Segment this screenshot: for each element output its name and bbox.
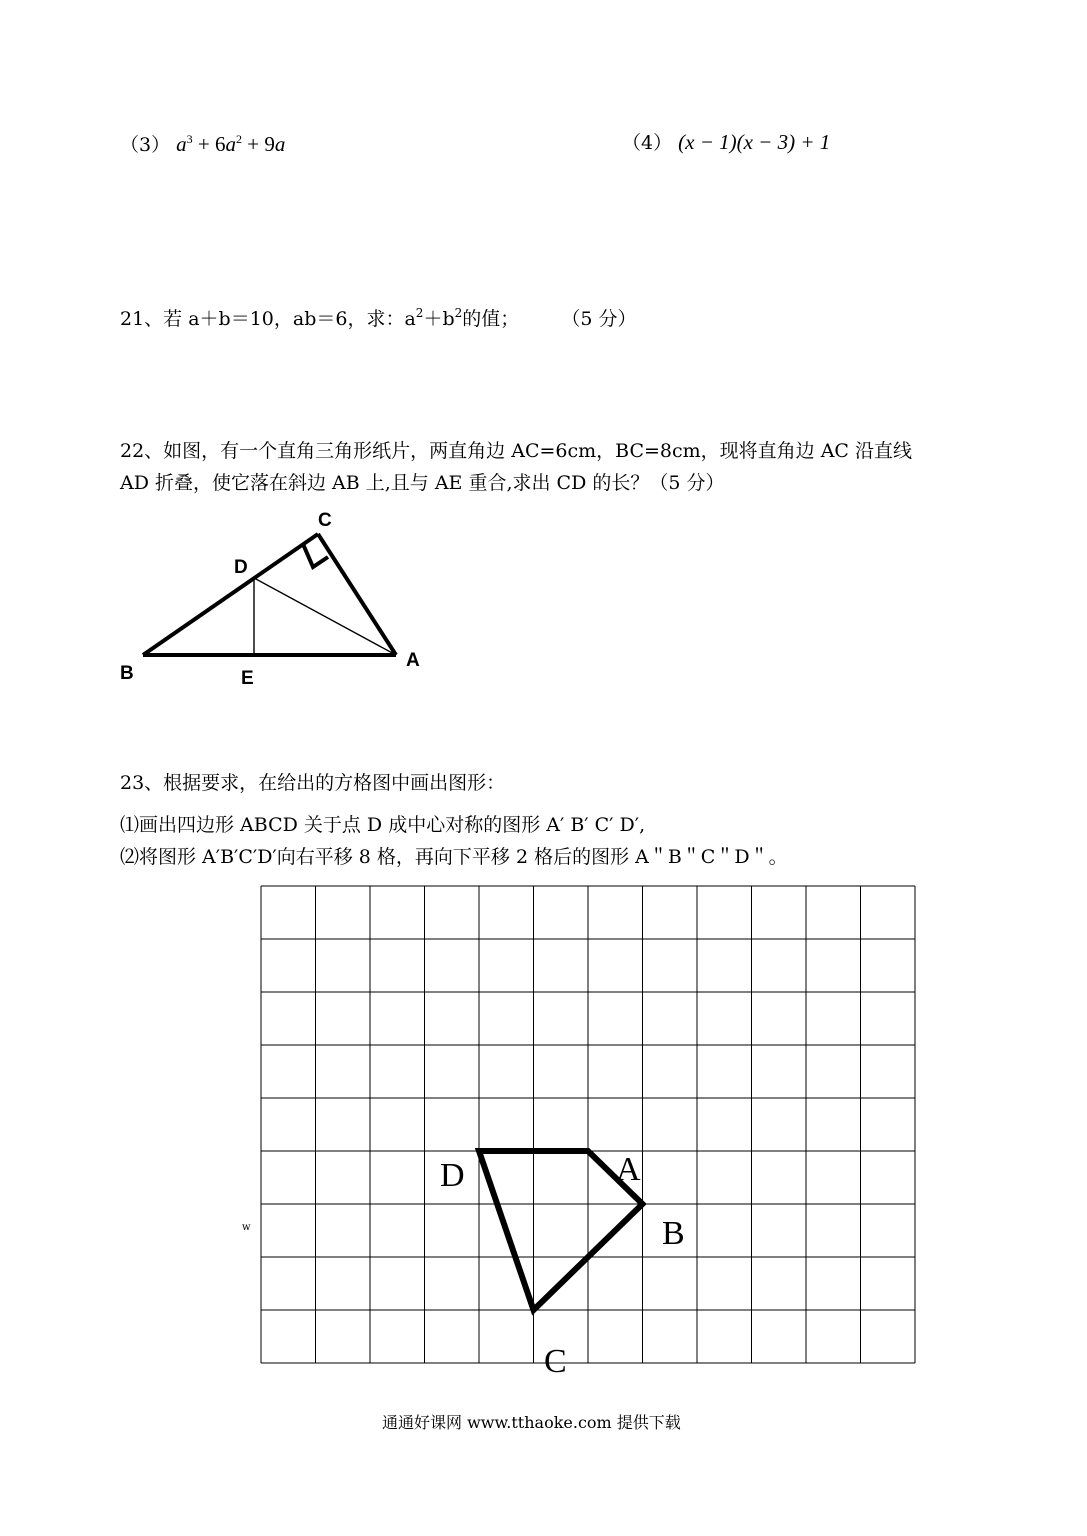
problem23-line3: ⑵将图形 A′B′C′D′向右平移 8 格，再向下平移 2 格后的图形 A＂B＂C＂D＂。	[120, 846, 788, 868]
vertex-label-e: E	[241, 668, 254, 689]
right-angle-mark	[303, 544, 328, 567]
problem20-item4-expression: (x − 1)(x − 3) + 1	[678, 130, 831, 154]
segment-ad	[254, 578, 396, 655]
problem21	[120, 304, 636, 331]
vertex-label-d: D	[234, 557, 248, 578]
problem23-line2: ⑴画出四边形 ABCD 关于点 D 成中心对称的图形 A′ B′ C′ D′,	[120, 814, 646, 836]
problem22-line1: 22、如图，有一个直角三角形纸片，两直角边 AC=6cm，BC=8cm，现将直角边 AC 沿直线	[120, 440, 912, 462]
footer-credit: 通通好课网 www.tthaoke.com 提供下载	[382, 1413, 681, 1432]
square-grid-figure	[250, 876, 930, 1386]
problem21-text: 21、若 a＋b＝10，ab＝6，求：$a^2+b^2$的值；	[120, 306, 520, 330]
vertex-label-c: C	[318, 510, 332, 531]
quad-label-b: B	[662, 1215, 685, 1252]
right-triangle-figure	[110, 500, 440, 695]
quad-label-d: D	[440, 1157, 465, 1194]
quad-label-a: A	[616, 1151, 641, 1188]
grid-lines	[261, 886, 915, 1363]
problem22-line2: AD 折叠，使它落在斜边 AB 上,且与 AE 重合,求出 CD 的长？（5 分）	[120, 472, 725, 494]
problem20-item3-expression: $a^3 + 6a^2 + 9a$	[176, 132, 286, 156]
problem23-line1: 23、根据要求，在给出的方格图中画出图形：	[120, 772, 506, 794]
quad-label-c: C	[544, 1343, 567, 1380]
vertex-label-a: A	[406, 650, 420, 671]
problem20-item3-label: （3）	[120, 134, 171, 156]
problem20-item4	[622, 128, 830, 155]
problem21-score: （5 分）	[561, 308, 637, 330]
problem20-item4-label: （4）	[622, 132, 673, 154]
segment-bc	[143, 534, 318, 655]
segment-ca	[318, 534, 396, 655]
vertex-label-b: B	[120, 663, 134, 684]
side-mark: w	[242, 1222, 251, 1233]
problem20-item3	[120, 130, 285, 157]
